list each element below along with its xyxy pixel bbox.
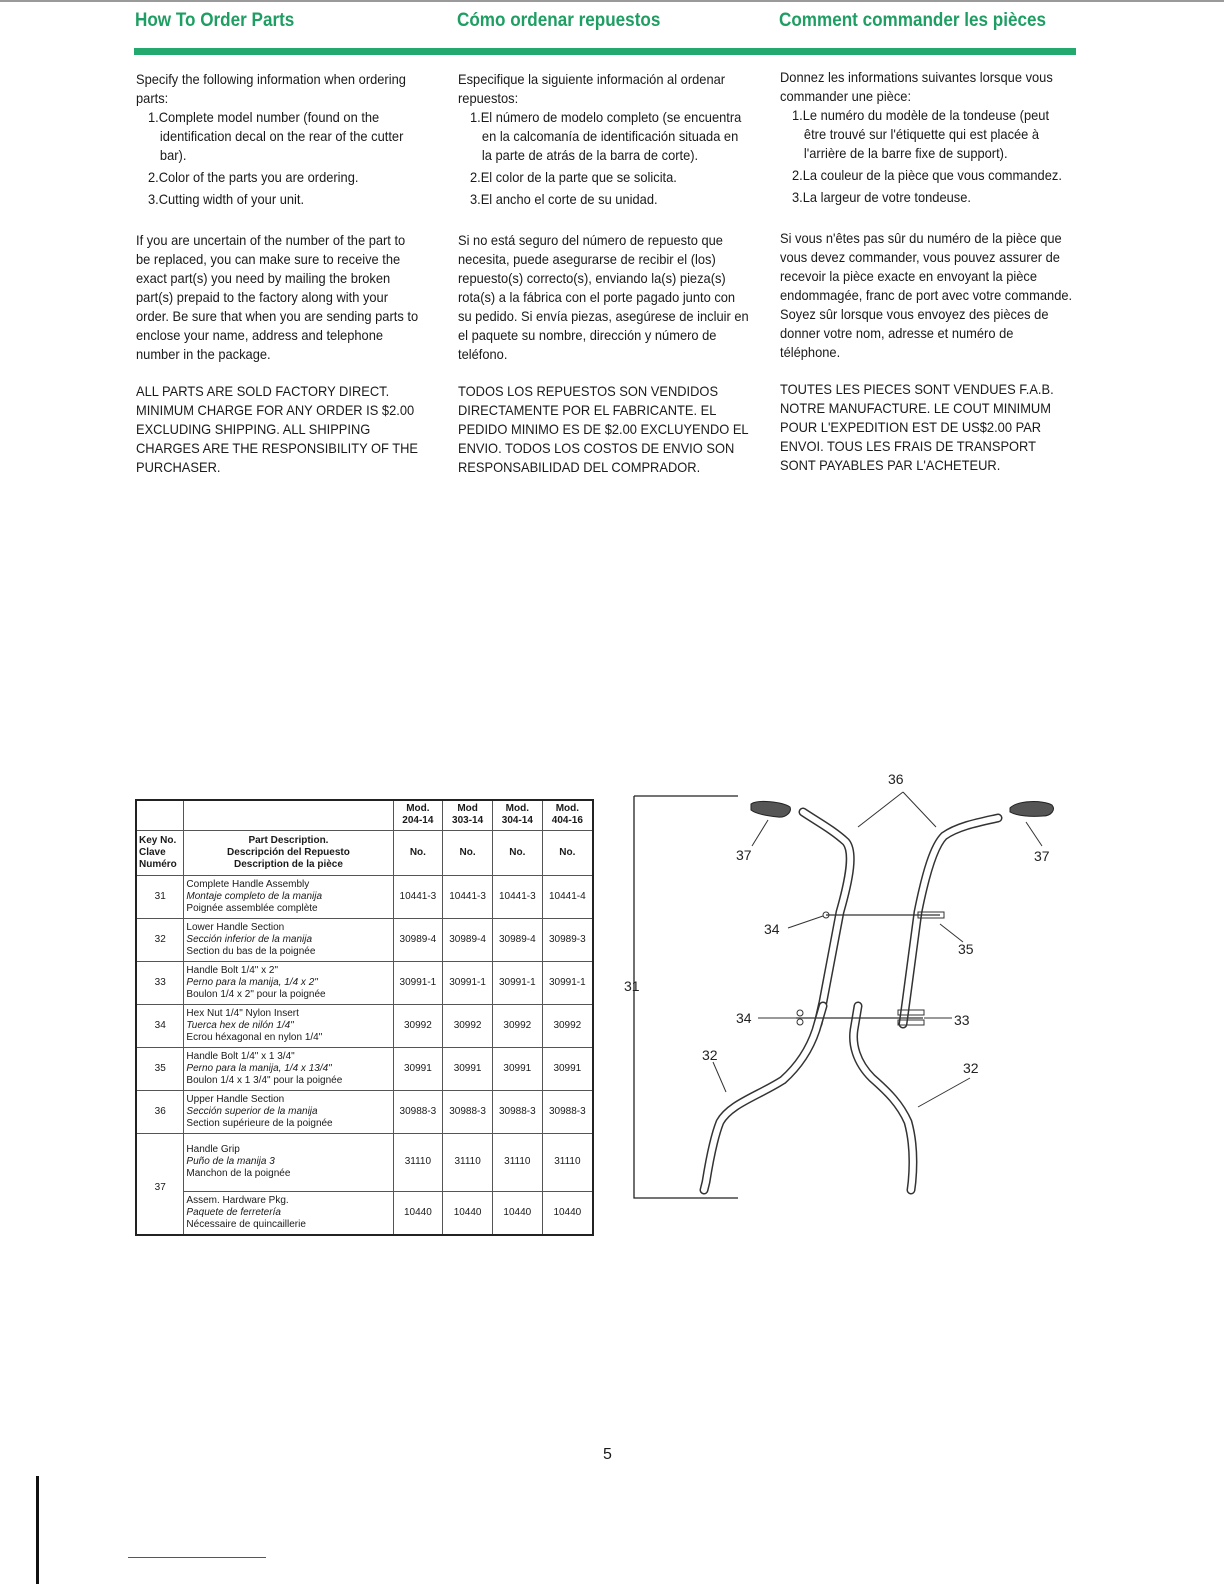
key-number: 32 [136, 918, 184, 961]
model-header: Mod. 204-14 [393, 800, 443, 830]
part-number: 30992 [542, 1004, 593, 1047]
footer-rule [128, 1557, 266, 1558]
spanish-list [458, 108, 749, 209]
table-row [136, 1047, 593, 1090]
number-header: No. [443, 830, 493, 875]
english-paragraph-2: ALL PARTS ARE SOLD FACTORY DIRECT. MINIMUM CHARGE FOR ANY ORDER IS $2.00 EXCLUDING SHIPPING. ALL SHIPPING CHARGES ARE THE RESPONSIBILITY OF THE PURCHASER. [136, 383, 419, 475]
lower-handle-right [854, 1006, 913, 1190]
callout-37-left: 37 [736, 847, 752, 863]
part-description [184, 1133, 393, 1191]
description-fr: Ecrou héxagonal en nylon 1/4" [186, 1031, 323, 1043]
part-number: 31110 [492, 1133, 542, 1191]
english-column [136, 70, 423, 477]
callout-32-right: 32 [963, 1060, 979, 1076]
part-number: 30992 [492, 1004, 542, 1047]
description-en: Complete Handle Assembly [186, 878, 310, 890]
description-en: Assem. Hardware Pkg. [186, 1194, 289, 1206]
english-list [136, 108, 423, 209]
part-description [184, 875, 393, 918]
part-number: 30992 [443, 1004, 493, 1047]
model-header: Mod 303-14 [443, 800, 493, 830]
english-item-1: 1.Complete model number (found on the identification decal on the rear of the cutter bar). [147, 109, 404, 163]
french-column [780, 68, 1073, 475]
key-number: 34 [136, 1004, 184, 1047]
table-row [136, 1191, 593, 1235]
part-number: 31110 [443, 1133, 493, 1191]
description-es: Sección inferior de la manija [186, 933, 313, 945]
description-en: Handle Bolt 1/4" x 1 3/4" [186, 1050, 295, 1062]
model-header: Mod. 404-16 [542, 800, 593, 830]
part-number: 10440 [542, 1191, 593, 1235]
description-es: Paquete de ferretería [186, 1206, 281, 1218]
part-number: 10440 [393, 1191, 443, 1235]
key-header: Key No. Clave Numéro [136, 830, 184, 875]
description-en: Handle Grip [186, 1144, 240, 1155]
english-paragraph-1: If you are uncertain of the number of the part to be replaced, you can make sure to receive the exact part(s) you need by mailing the broken part(s) prepaid to the factory along with your order. Be sure that when you are sending parts to enclose your name, address and telephone number in the package. [136, 232, 419, 362]
parts-table [135, 799, 594, 1236]
french-item-3: 3.La largeur de votre tondeuse. [791, 189, 971, 205]
part-description [184, 1191, 393, 1235]
spanish-column [458, 70, 749, 477]
english-item-3: 3.Cutting width of your unit. [147, 191, 305, 207]
header-spanish: Cómo ordenar repuestos [457, 10, 661, 31]
blank-header [184, 800, 393, 830]
key-number: 33 [136, 961, 184, 1004]
part-description [184, 961, 393, 1004]
handle-assembly-diagram [618, 762, 1098, 1212]
description-en: Handle Bolt 1/4" x 2" [186, 964, 279, 976]
part-number: 30989-3 [542, 918, 593, 961]
description-fr: Boulon 1/4 x 2" pour la poignée [186, 988, 326, 1000]
top-rule [0, 0, 1224, 2]
blank-header [136, 800, 184, 830]
model-header-row [136, 800, 593, 830]
french-paragraph-2: TOUTES LES PIECES SONT VENDUES F.A.B. NOTRE MANUFACTURE. LE COUT MINIMUM POUR L'EXPEDITION EST DE US$2.00 PAR ENVOI. TOUS LES FRAIS DE TRANSPORT SONT PAYABLES PAR L'ACHETEUR. [780, 381, 1054, 473]
handle-grip-left [751, 801, 790, 817]
part-description [184, 1047, 393, 1090]
description-fr: Manchon de la poignée [186, 1168, 291, 1179]
lower-handle-left [704, 1006, 823, 1190]
part-number: 30989-4 [492, 918, 542, 961]
spanish-intro: Especifique la siguiente información al ordenar repuestos: [458, 71, 726, 106]
callout-33: 33 [954, 1012, 970, 1028]
table-row [136, 875, 593, 918]
part-number: 31110 [393, 1133, 443, 1191]
spanish-item-1: 1.El número de modelo completo (se encuentra en la calcomanía de identificación situada en la parte de atrás de la barra de corte). [469, 109, 742, 163]
number-header: No. [492, 830, 542, 875]
header-english: How To Order Parts [135, 10, 295, 31]
part-number: 30991 [443, 1047, 493, 1090]
spanish-paragraph-2: TODOS LOS REPUESTOS SON VENDIDOS DIRECTAMENTE POR EL FABRICANTE. EL PEDIDO MINIMO ES DE $2.00 EXCLUYENDO EL ENVIO. TODOS LOS COSTOS DE ENVIO SON RESPONSABILIDAD DEL COMPRADOR. [458, 383, 749, 475]
callout-36: 36 [888, 771, 904, 787]
callout-35: 35 [958, 941, 974, 957]
parts-table-body [136, 875, 593, 1235]
description-header: Part Description. Descripción del Repuesto Description de la pièce [184, 830, 393, 875]
part-number: 10440 [443, 1191, 493, 1235]
description-es: Perno para la manija, 1/4 x 2" [186, 976, 318, 988]
key-number: 35 [136, 1047, 184, 1090]
part-number: 10440 [492, 1191, 542, 1235]
header-french: Comment commander les pièces [779, 10, 1047, 31]
description-fr: Nécessaire de quincaillerie [186, 1218, 306, 1230]
spanish-paragraph-1: Si no está seguro del número de repuesto que necesita, puede asegurarse de recibir el (los) repuesto(s) correcto(s), enviando la(s) pieza(s) rota(s) a la fábrica con el porte pagado junto con su pedido. Si envía piezas, asegúrese de incluir en el paquete su nombre, dirección y número de teléfono. [458, 232, 749, 362]
callout-34-upper: 34 [764, 921, 780, 937]
part-number: 30988-3 [393, 1090, 443, 1133]
part-number: 30991 [492, 1047, 542, 1090]
part-number: 30989-4 [443, 918, 493, 961]
description-fr: Section du bas de la poignée [186, 945, 316, 957]
column-header-row [136, 830, 593, 875]
assembly-bracket [634, 796, 738, 1198]
part-number: 31110 [542, 1133, 593, 1191]
page-number: 5 [603, 1446, 612, 1463]
french-item-1: 1.Le numéro du modèle de la tondeuse (peut être trouvé sur l'étiquette qui est placée à l'arrière de la barre fixe de support). [791, 107, 1050, 161]
french-paragraph-1: Si vous n'êtes pas sûr du numéro de la pièce que vous devez commander, vous pouvez assurer de recevoir la pièce exacte en envoyant la pièce endommagée, franc de port avec votre commande. Soyez sûr lorsque vous envoyez des pièces de donner votre nom, adresse et numéro de téléphone. [780, 230, 1073, 360]
model-header: Mod. 304-14 [492, 800, 542, 830]
table-row [136, 918, 593, 961]
callout-31: 31 [624, 978, 640, 994]
scan-edge-bar [36, 1476, 39, 1584]
part-number: 30988-3 [542, 1090, 593, 1133]
french-item-2: 2.La couleur de la pièce que vous commandez. [791, 167, 1062, 183]
description-fr: Section supérieure de la poignée [186, 1117, 333, 1129]
header-divider [134, 48, 1076, 55]
callout-34-lower: 34 [736, 1010, 752, 1026]
part-number: 30988-3 [443, 1090, 493, 1133]
description-fr: Boulon 1/4 x 1 3/4" pour la poignée [186, 1074, 343, 1086]
key-number: 36 [136, 1090, 184, 1133]
description-es: Perno para la manija, 1/4 x 13/4" [186, 1062, 332, 1074]
part-number: 30989-4 [393, 918, 443, 961]
part-number: 30991-1 [393, 961, 443, 1004]
description-es: Montaje completo de la manija [186, 890, 323, 902]
part-number: 30992 [393, 1004, 443, 1047]
table-row [136, 1133, 593, 1191]
description-es: Puño de la manija 3 [186, 1156, 275, 1167]
description-es: Sección superior de la manija [186, 1105, 318, 1117]
number-header: No. [393, 830, 443, 875]
part-description [184, 1090, 393, 1133]
key-number: 31 [136, 875, 184, 918]
part-number: 30991-1 [492, 961, 542, 1004]
part-number: 30991-1 [542, 961, 593, 1004]
description-fr: Poignée assemblée complète [186, 902, 318, 914]
part-number: 10441-3 [443, 875, 493, 918]
table-row [136, 961, 593, 1004]
description-en: Upper Handle Section [186, 1093, 285, 1105]
part-number: 10441-3 [492, 875, 542, 918]
description-en: Lower Handle Section [186, 921, 285, 933]
french-intro: Donnez les informations suivantes lorsque vous commander une pièce: [780, 69, 1053, 104]
part-description [184, 918, 393, 961]
english-item-2: 2.Color of the parts you are ordering. [147, 169, 359, 185]
part-number: 30991 [393, 1047, 443, 1090]
part-description [184, 1004, 393, 1047]
part-number: 30991 [542, 1047, 593, 1090]
key-number: 37 [136, 1133, 184, 1235]
description-es: Tuerca hex de nilón 1/4" [186, 1019, 294, 1031]
spanish-item-3: 3.El ancho el corte de su unidad. [469, 191, 658, 207]
callout-32-left: 32 [702, 1047, 718, 1063]
part-number: 30991-1 [443, 961, 493, 1004]
handle-grip-right [1010, 802, 1053, 817]
table-row [136, 1090, 593, 1133]
part-number: 10441-4 [542, 875, 593, 918]
callout-37-right: 37 [1034, 848, 1050, 864]
spanish-item-2: 2.El color de la parte que se solicita. [469, 169, 677, 185]
description-en: Hex Nut 1/4" Nylon Insert [186, 1007, 299, 1019]
table-row [136, 1004, 593, 1047]
french-list [780, 106, 1073, 207]
part-number: 10441-3 [393, 875, 443, 918]
part-number: 30988-3 [492, 1090, 542, 1133]
number-header: No. [542, 830, 593, 875]
english-intro: Specify the following information when ordering parts: [136, 71, 406, 106]
